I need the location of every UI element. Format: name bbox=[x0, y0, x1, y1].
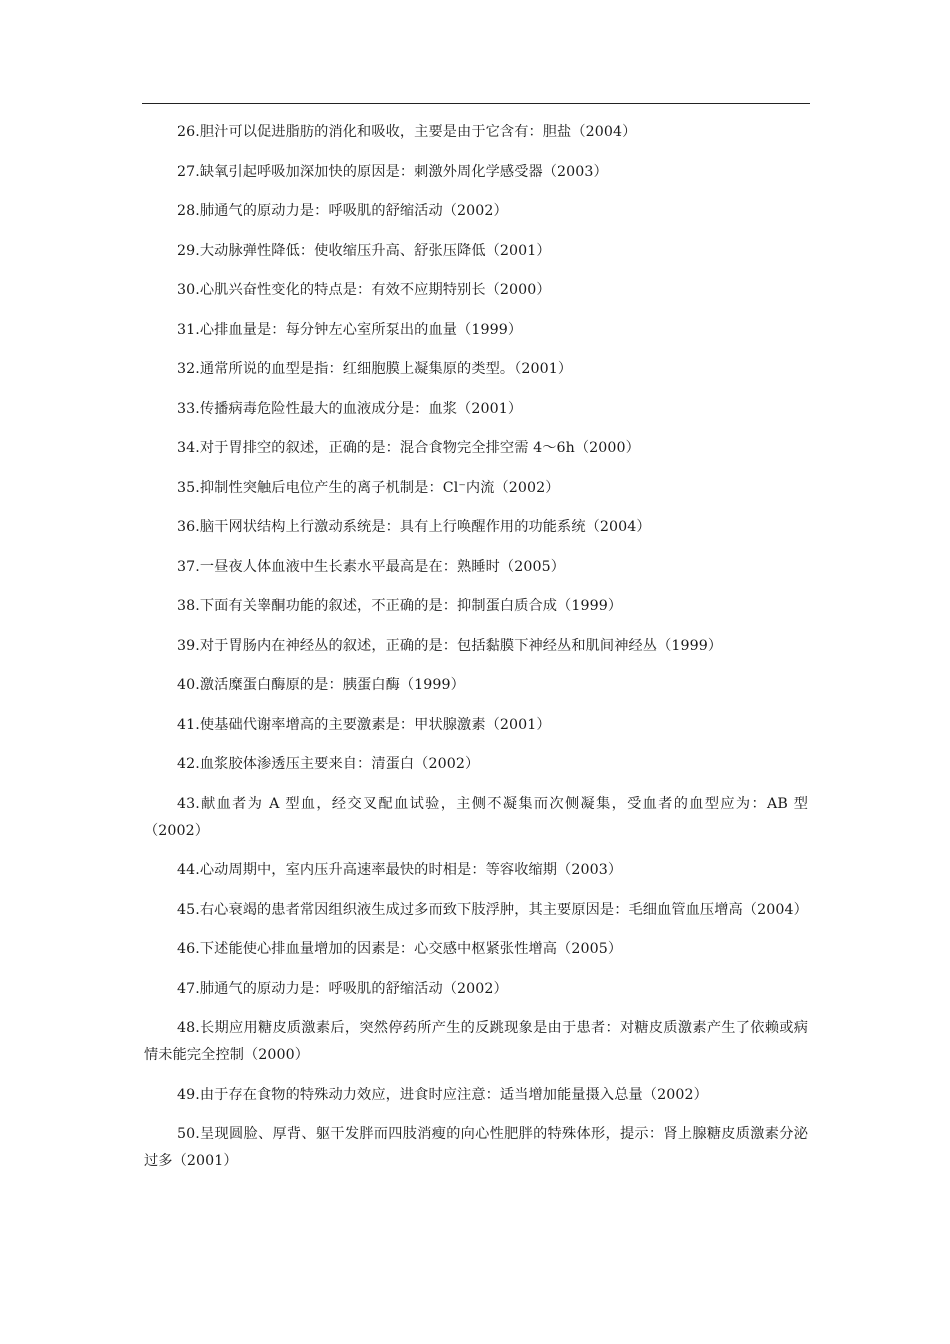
list-item: 36.脑干网状结构上行激动系统是：具有上行唤醒作用的功能系统（2004） bbox=[177, 519, 651, 535]
list-item: 42.血浆胶体渗透压主要来自：清蛋白（2002） bbox=[177, 756, 480, 772]
list-item: 31.心排血量是：每分钟左心室所泵出的血量（1999） bbox=[177, 321, 523, 338]
list-item: 32.通常所说的血型是指：红细胞膜上凝集原的类型。（2001） bbox=[177, 361, 573, 377]
list-item: 49.由于存在食物的特殊动力效应，进食时应注意：适当增加能量摄入总量（2002） bbox=[177, 1086, 708, 1103]
list-item: 48.长期应用糖皮质激素后，突然停药所产生的反跳现象是由于患者：对糖皮质激素产生了依赖或病情未能完全控制（2000） bbox=[144, 1020, 808, 1063]
list-item: 39.对于胃肠内在神经丛的叙述，正确的是：包括黏膜下神经丛和肌间神经丛（1999） bbox=[177, 637, 723, 654]
list-item: 33.传播病毒危险性最大的血液成分是：血浆（2001） bbox=[177, 400, 523, 417]
list-item: 44.心动周期中，室内压升高速率最快的时相是：等容收缩期（2003） bbox=[177, 862, 623, 878]
list-item: 28.肺通气的原动力是：呼吸肌的舒缩活动（2002） bbox=[177, 203, 508, 219]
list-item: 35.抑制性突触后电位产生的离子机制是：Cl⁻内流（2002） bbox=[177, 479, 560, 496]
question-list bbox=[144, 119, 808, 1188]
list-item: 50.呈现圆脸、厚背、躯干发胖而四肢消瘦的向心性肥胖的特殊体形，提示：肾上腺糖皮质激素分泌过多（2001） bbox=[144, 1126, 808, 1169]
list-item: 30.心肌兴奋性变化的特点是：有效不应期特别长（2000） bbox=[177, 282, 551, 298]
list-item: 26.胆汁可以促进脂肪的消化和吸收，主要是由于它含有：胆盐（2004） bbox=[177, 124, 637, 140]
list-item: 34.对于胃排空的叙述，正确的是：混合食物完全排空需 4～6h（2000） bbox=[177, 440, 640, 456]
list-item: 47.肺通气的原动力是：呼吸肌的舒缩活动（2002） bbox=[177, 980, 508, 997]
list-item: 45.右心衰竭的患者常因组织液生成过多而致下肢浮肿，其主要原因是：毛细血管血压增高（2004） bbox=[177, 901, 808, 918]
list-item: 46.下述能使心排血量增加的因素是：心交感中枢紧张性增高（2005） bbox=[177, 941, 623, 957]
list-item: 41.使基础代谢率增高的主要激素是：甲状腺激素（2001） bbox=[177, 716, 551, 733]
header-rule bbox=[142, 103, 810, 104]
list-item: 29.大动脉弹性降低：使收缩压升高、舒张压降低（2001） bbox=[177, 242, 551, 259]
list-item: 38.下面有关睾酮功能的叙述，不正确的是：抑制蛋白质合成（1999） bbox=[177, 598, 623, 614]
list-item: 27.缺氧引起呼吸加深加快的原因是：刺激外周化学感受器（2003） bbox=[177, 163, 608, 180]
list-item: 43.献血者为 A 型血，经交叉配血试验，主侧不凝集而次侧凝集，受血者的血型应为：AB 型（2002） bbox=[144, 795, 808, 839]
list-item: 37.一昼夜人体血液中生长素水平最高是在：熟睡时（2005） bbox=[177, 558, 565, 575]
list-item: 40.激活糜蛋白酶原的是：胰蛋白酶（1999） bbox=[177, 677, 465, 693]
